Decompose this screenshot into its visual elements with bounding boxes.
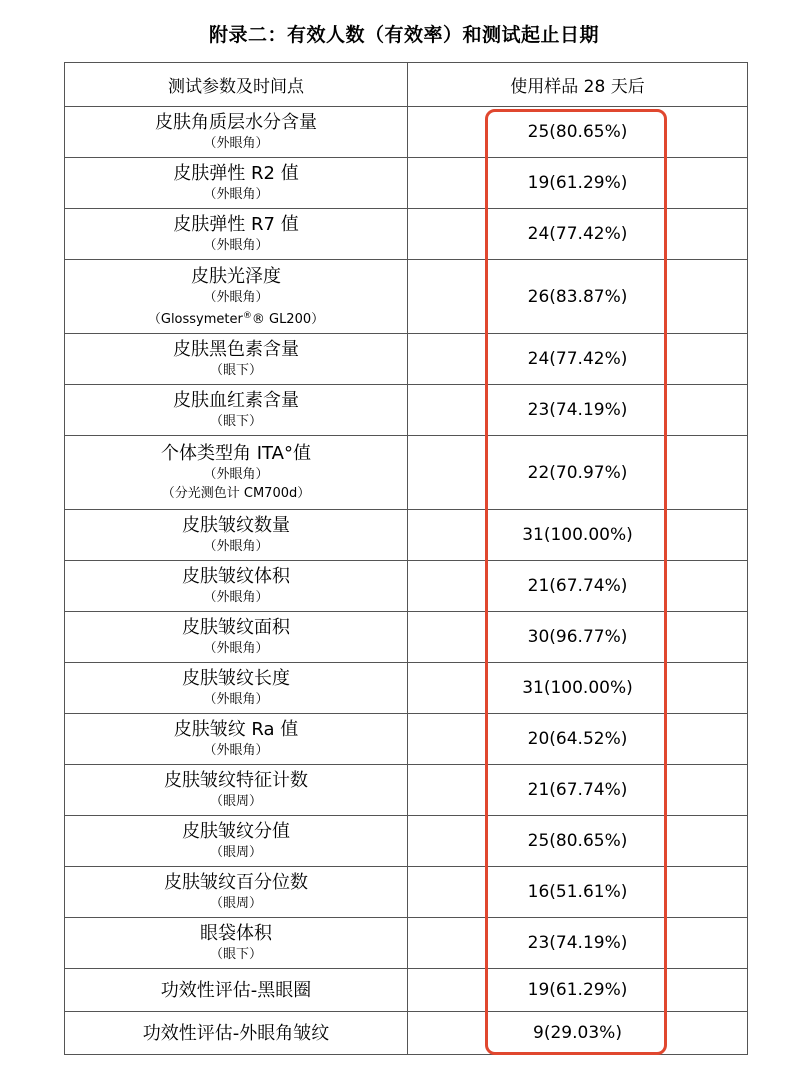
param-location: （外眼角） [203,692,269,707]
result-value: 19(61.29%) [408,969,748,1012]
param-location: （外眼角） [203,289,269,305]
result-value: 31(100.00%) [408,663,748,714]
result-value: 24(77.42%) [408,334,748,385]
results-table [64,62,748,1055]
param-name: 皮肤皱纹特征计数 [164,770,308,791]
result-value: 24(77.42%) [408,209,748,260]
param-name: 皮肤黑色素含量 [173,339,299,360]
result-value: 20(64.52%) [408,714,748,765]
registered-mark: ® [242,310,252,321]
result-value: 26(83.87%) [408,260,748,334]
param-instrument: （分光测色计 CM700d） [161,486,311,501]
param-name: 皮肤皱纹分值 [182,821,290,842]
param-name: 眼袋体积 [200,923,272,944]
table-row [65,561,748,612]
param-location: （眼周） [209,794,262,809]
table-row [65,260,748,334]
param-location: （外眼角） [203,641,269,656]
param-name: 个体类型角 ITA°值 [161,443,311,464]
table-row [65,385,748,436]
page-title: 附录二：有效人数（有效率）和测试起止日期 [208,24,599,46]
table-row [65,918,748,969]
result-value: 23(74.19%) [408,918,748,969]
table-row [65,107,748,158]
instrument-model: ® GL200） [251,311,325,327]
param-location: （外眼角） [203,743,269,758]
table-row [65,969,748,1012]
table-row [65,334,748,385]
table-header-row [65,63,748,107]
param-location: （眼下） [209,947,262,962]
table-row [65,209,748,260]
result-value: 30(96.77%) [408,612,748,663]
table-row [65,1012,748,1055]
result-value: 25(80.65%) [408,107,748,158]
table-row [65,714,748,765]
param-location: （外眼角） [203,467,269,482]
param-name: 功效性评估-黑眼圈 [160,979,312,1001]
result-value: 19(61.29%) [408,158,748,209]
param-name: 皮肤皱纹 Ra 值 [173,719,299,740]
param-location: （眼下） [209,414,262,429]
param-name: 皮肤弹性 R7 值 [173,214,299,235]
param-name: 皮肤血红素含量 [173,390,299,411]
param-name: 皮肤皱纹面积 [182,617,290,638]
table-row [65,663,748,714]
param-location: （眼周） [209,845,262,860]
result-value: 25(80.65%) [408,816,748,867]
param-name: 皮肤皱纹数量 [182,515,290,536]
table-row [65,436,748,510]
result-value: 9(29.03%) [408,1012,748,1055]
param-name: 皮肤皱纹百分位数 [164,872,308,893]
table-row [65,158,748,209]
result-value: 23(74.19%) [408,385,748,436]
param-location: （外眼角） [203,238,269,253]
param-name: 功效性评估-外眼角皱纹 [142,1022,330,1044]
header-param: 测试参数及时间点 [65,63,408,107]
instrument-name: （Glossymeter [147,311,243,327]
param-location: （外眼角） [203,187,269,202]
param-name: 皮肤弹性 R2 值 [173,163,299,184]
param-location: （外眼角） [203,590,269,605]
param-location: （外眼角） [203,136,269,151]
table-row [65,816,748,867]
result-value: 21(67.74%) [408,561,748,612]
header-result: 使用样品 28 天后 [408,63,748,107]
param-name: 皮肤皱纹体积 [182,566,290,587]
table-row [65,765,748,816]
result-value: 21(67.74%) [408,765,748,816]
result-value: 22(70.97%) [408,436,748,510]
param-name: 皮肤皱纹长度 [182,668,290,689]
result-value: 16(51.61%) [408,867,748,918]
table-row [65,867,748,918]
param-instrument [65,307,407,329]
table-row [65,612,748,663]
param-name: 皮肤光泽度 [191,265,281,287]
param-location: （眼周） [209,896,262,911]
table-row [65,510,748,561]
param-name: 皮肤角质层水分含量 [155,112,317,133]
result-value: 31(100.00%) [408,510,748,561]
param-location: （眼下） [209,363,262,378]
param-location: （外眼角） [203,539,269,554]
